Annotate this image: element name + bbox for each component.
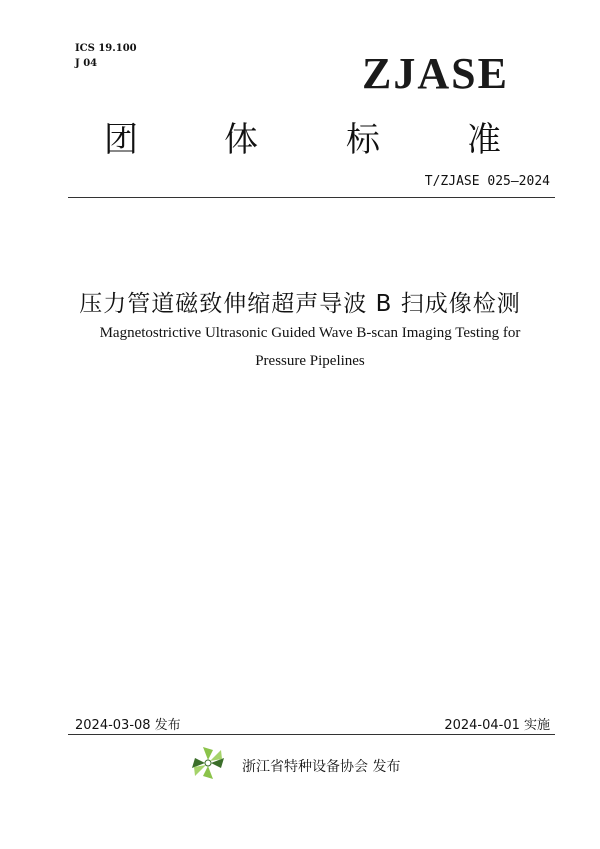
publish-date: 2024-03-08 发布 xyxy=(75,718,181,733)
org-logo: ZJASE xyxy=(362,49,509,98)
classification-codes xyxy=(75,41,137,71)
footer-divider xyxy=(68,734,555,735)
standard-number: T/ZJASE 025—2024 xyxy=(424,174,550,189)
title-chinese: 压力管道磁致伸缩超声导波 B 扫成像检测 xyxy=(79,291,521,317)
ccs-code: J 04 xyxy=(75,58,98,69)
header-divider xyxy=(68,197,555,198)
issuer-name: 浙江省特种设备协会 发布 xyxy=(242,759,401,775)
standard-type xyxy=(0,112,600,162)
issuer-block xyxy=(190,745,510,785)
standard-type-char: 标 xyxy=(346,120,380,160)
ics-code: ICS 19.100 xyxy=(75,43,137,54)
standard-type-char: 准 xyxy=(467,120,501,160)
title-english: Magnetostrictive Ultrasonic Guided Wave B-scan Imaging Testing for Pressure Pipelines xyxy=(99,325,521,369)
standard-type-char: 体 xyxy=(224,120,258,160)
effective-date: 2024-04-01 实施 xyxy=(444,718,550,733)
standard-type-char: 团 xyxy=(104,120,138,160)
association-logo-icon xyxy=(190,745,226,781)
